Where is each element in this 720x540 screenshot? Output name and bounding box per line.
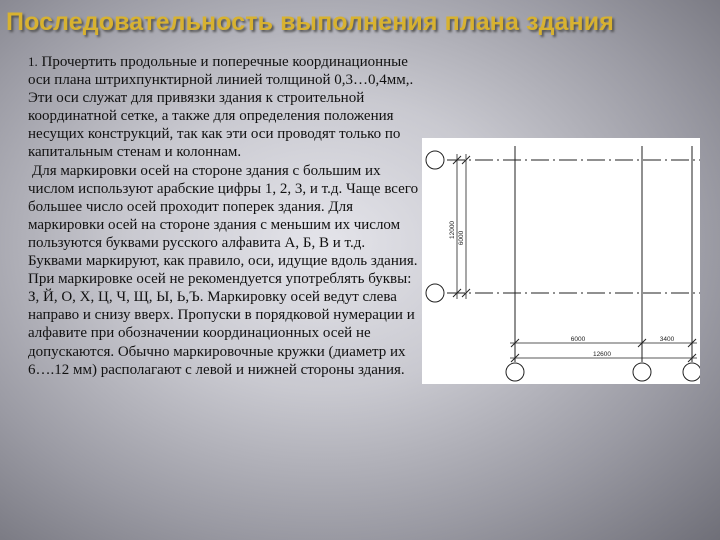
- axis-marker-left-top: [426, 151, 444, 169]
- dim-bottom-span1-label: 6000: [570, 336, 586, 343]
- dim-vertical-inner-label: 6000: [458, 230, 465, 246]
- axes-plan-drawing: [422, 138, 700, 384]
- list-number: 1.: [28, 54, 38, 69]
- axis-marker-bottom-1: [506, 363, 524, 381]
- paragraph-axes-drawing: [28, 53, 420, 162]
- slide-body-text: [28, 53, 420, 379]
- dim-bottom-total-label: 12600: [592, 351, 612, 358]
- axis-marker-left-bottom: [426, 284, 444, 302]
- axis-marker-bottom-2: [633, 363, 651, 381]
- paragraph-axes-marking: Для маркировки осей на стороне здания с большим их числом используют арабские цифры 1, 2, 3, и т.д. Чаще всего большее число осей проходит поперек здания. Для маркировки осей на стороне здания с меньшим их числом пользуются буквами русского алфавита А, Б, В и т.д. Буквами маркируют, как правило, оси, идущие вдоль здания. При маркировке осей не рекомендуется употреблять буквы: З, Й, О, Х, Ц, Ч, Щ, Ы, Ь,Ъ. Маркировку осей ведут слева направо и снизу вверх. Пропуски в порядковой нумерации и алфавите при обозначении координационных осей не допускаются. Обычно маркировочные кружки (диаметр их 6….12 мм) располагают с левой и нижней стороны здания.: [28, 162, 419, 378]
- dim-bottom-span2-label: 3400: [659, 336, 675, 343]
- slide-title: Последовательность выполнения плана здания: [6, 8, 614, 36]
- axes-plan-figure: [422, 138, 700, 384]
- dim-vertical-outer-label: 12000: [449, 220, 456, 240]
- axis-marker-bottom-3: [683, 363, 700, 381]
- paragraph-1-text: Прочертить продольные и поперечные координационные оси плана штрихпунктирной линией толщиной 0,3…0,4мм,. Эти оси служат для привязки здания к строительной координатной сетке, а также для определения положения несущих конструкций, так как эти оси проводят только по капитальным стенам и колоннам.: [28, 54, 414, 161]
